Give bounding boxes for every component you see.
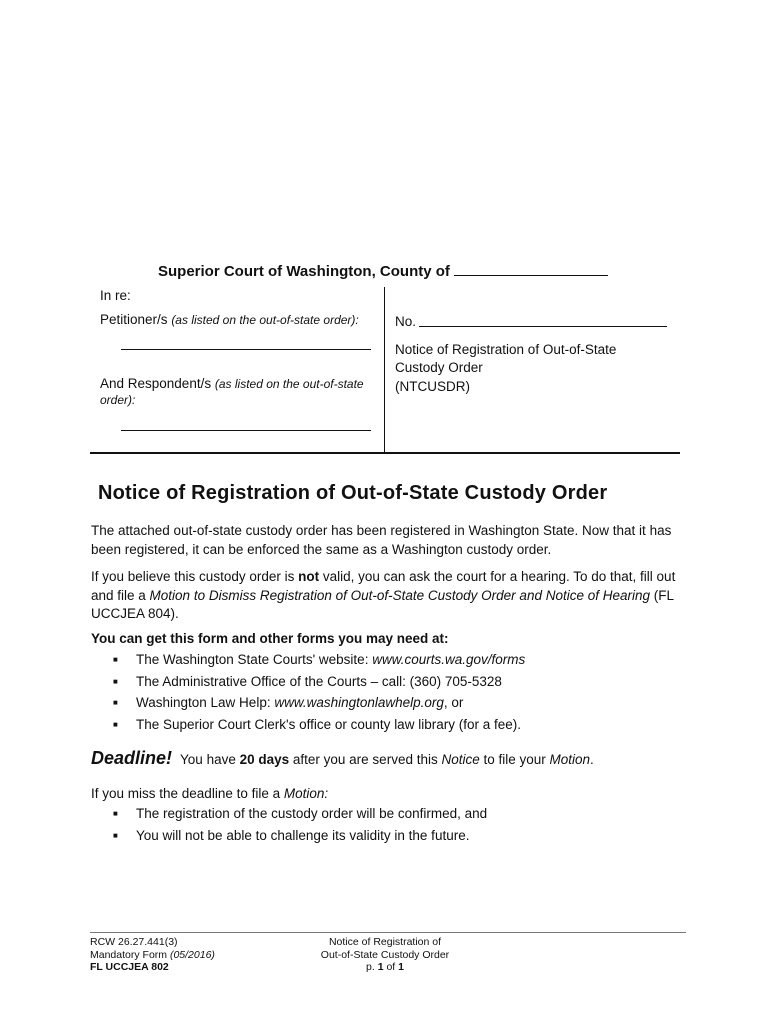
footer-left (90, 936, 215, 974)
deadline-label: Deadline! (91, 748, 173, 768)
list-item (91, 803, 487, 825)
deadline-row (91, 748, 594, 769)
list-item (91, 714, 525, 736)
paragraph-hearing-line3: UCCJEA 804). (91, 606, 179, 621)
square-bullet-icon: ■ (113, 719, 118, 729)
paragraph-registered-line2: been registered, it can be enforced the same as a Washington custody order. (91, 541, 552, 557)
list-item (91, 692, 525, 714)
footer-center-line1: Notice of Registration of (328, 936, 442, 948)
footer-center-line2: Out-of-State Custody Order (320, 948, 450, 961)
p2-not: not (298, 569, 320, 584)
square-bullet-icon: ■ (113, 809, 118, 818)
court-header (158, 262, 608, 280)
caption-doc-code: (NTCUSDR) (395, 379, 470, 394)
case-no-label: No. (395, 314, 417, 329)
respondent-label-row (100, 375, 364, 393)
list-item (91, 649, 525, 671)
paragraph-registered (91, 522, 691, 559)
consequence-1: The registration of the custody order will be confirmed, and (136, 806, 488, 821)
deadline-motion: Motion (549, 752, 591, 767)
consequence-list (91, 803, 487, 846)
respondent-label: And Respondent/s (100, 376, 212, 391)
bullet2-text: The Administrative Office of the Courts – call: (360) 705-5328 (136, 673, 502, 689)
footer-mandatory (90, 949, 215, 962)
footer-rcw: RCW 26.27.441(3) (90, 936, 178, 948)
courts-website-link[interactable]: www.courts.wa.gov/forms (372, 652, 526, 667)
caption-divider (384, 287, 385, 453)
respondent-note-cont: order): (100, 393, 136, 407)
deadline-text-a: You have (180, 752, 240, 767)
petitioner-label: Petitioner/s (100, 312, 168, 327)
miss-deadline-intro (91, 785, 691, 804)
respondent-name-line[interactable] (121, 430, 371, 431)
page-prefix: p. (366, 961, 378, 973)
caption-bottom-rule (90, 452, 680, 454)
square-bullet-icon: ■ (113, 655, 118, 664)
deadline-text-c: to file your (479, 752, 550, 767)
footer-mandatory-text: Mandatory Form (90, 948, 170, 961)
square-bullet-icon: ■ (113, 676, 118, 686)
respondent-note: (as listed on the out-of-state (214, 377, 364, 391)
paragraph-registered-line1: The attached out-of-state custody order has been registered in Washington State. Now that it has (91, 523, 672, 538)
bullet3-text: Washington Law Help: (136, 695, 275, 710)
petitioner-name-line[interactable] (121, 349, 371, 350)
miss-text: If you miss the deadline to file a (91, 786, 284, 801)
caption-doc-title-1: Notice of Registration of Out-of-State (395, 342, 617, 357)
page-total: 1 (398, 961, 404, 973)
deadline-notice: Notice (441, 752, 480, 767)
miss-motion: Motion: (283, 786, 329, 801)
page-number: 1 (377, 961, 384, 973)
deadline-period: . (590, 752, 594, 767)
paragraph-hearing-line1 (91, 568, 691, 587)
list-item (91, 825, 487, 847)
footer-mandatory-date: (05/2016) (169, 948, 215, 961)
p2-text-d: (FL (650, 587, 675, 603)
court-title: Superior Court of Washington, County of (158, 263, 450, 280)
deadline-days: 20 days (239, 752, 290, 767)
page-of: of (383, 961, 399, 973)
p2-text-a: If you believe this custody order is (91, 569, 299, 584)
bullet3-tail: , or (443, 695, 464, 710)
in-re-label: In re: (100, 288, 131, 303)
p2-text-c: and file a (91, 587, 150, 603)
p2-text-b: valid, you can ask the court for a hearing. To do that, fill out (319, 569, 676, 584)
petitioner-label-row (100, 311, 359, 329)
p2-motion-title: Motion to Dismiss Registration of Out-of-State Custody Order and Notice of Hearing (149, 587, 651, 603)
paragraph-hearing-line2 (91, 587, 691, 606)
forms-source-list (91, 649, 525, 735)
bullet4-text: The Superior Court Clerk's office or county law library (for a fee). (136, 716, 521, 732)
lawhelp-website-link[interactable]: www.washingtonlawhelp.org (274, 695, 444, 710)
bullet1-text: The Washington State Courts' website: (136, 652, 373, 667)
consequence-2: You will not be able to challenge its validity in the future. (136, 827, 470, 843)
paragraph-hearing (91, 568, 691, 624)
petitioner-note: (as listed on the out-of-state order): (171, 313, 359, 327)
square-bullet-icon: ■ (113, 698, 118, 707)
deadline-text-b: after you are served this (289, 752, 442, 767)
forms-heading: You can get this form and other forms you may need at: (91, 631, 449, 646)
footer-center (290, 936, 480, 974)
caption-doc-title-2: Custody Order (395, 360, 483, 375)
square-bullet-icon: ■ (113, 830, 118, 840)
footer-rule (90, 932, 686, 933)
footer-form-code: FL UCCJEA 802 (90, 961, 169, 973)
list-item (91, 671, 525, 693)
footer-page (290, 961, 480, 974)
county-blank[interactable] (454, 262, 608, 276)
document-title: Notice of Registration of Out-of-State Custody Order (98, 482, 608, 504)
case-number-line[interactable] (419, 326, 667, 327)
